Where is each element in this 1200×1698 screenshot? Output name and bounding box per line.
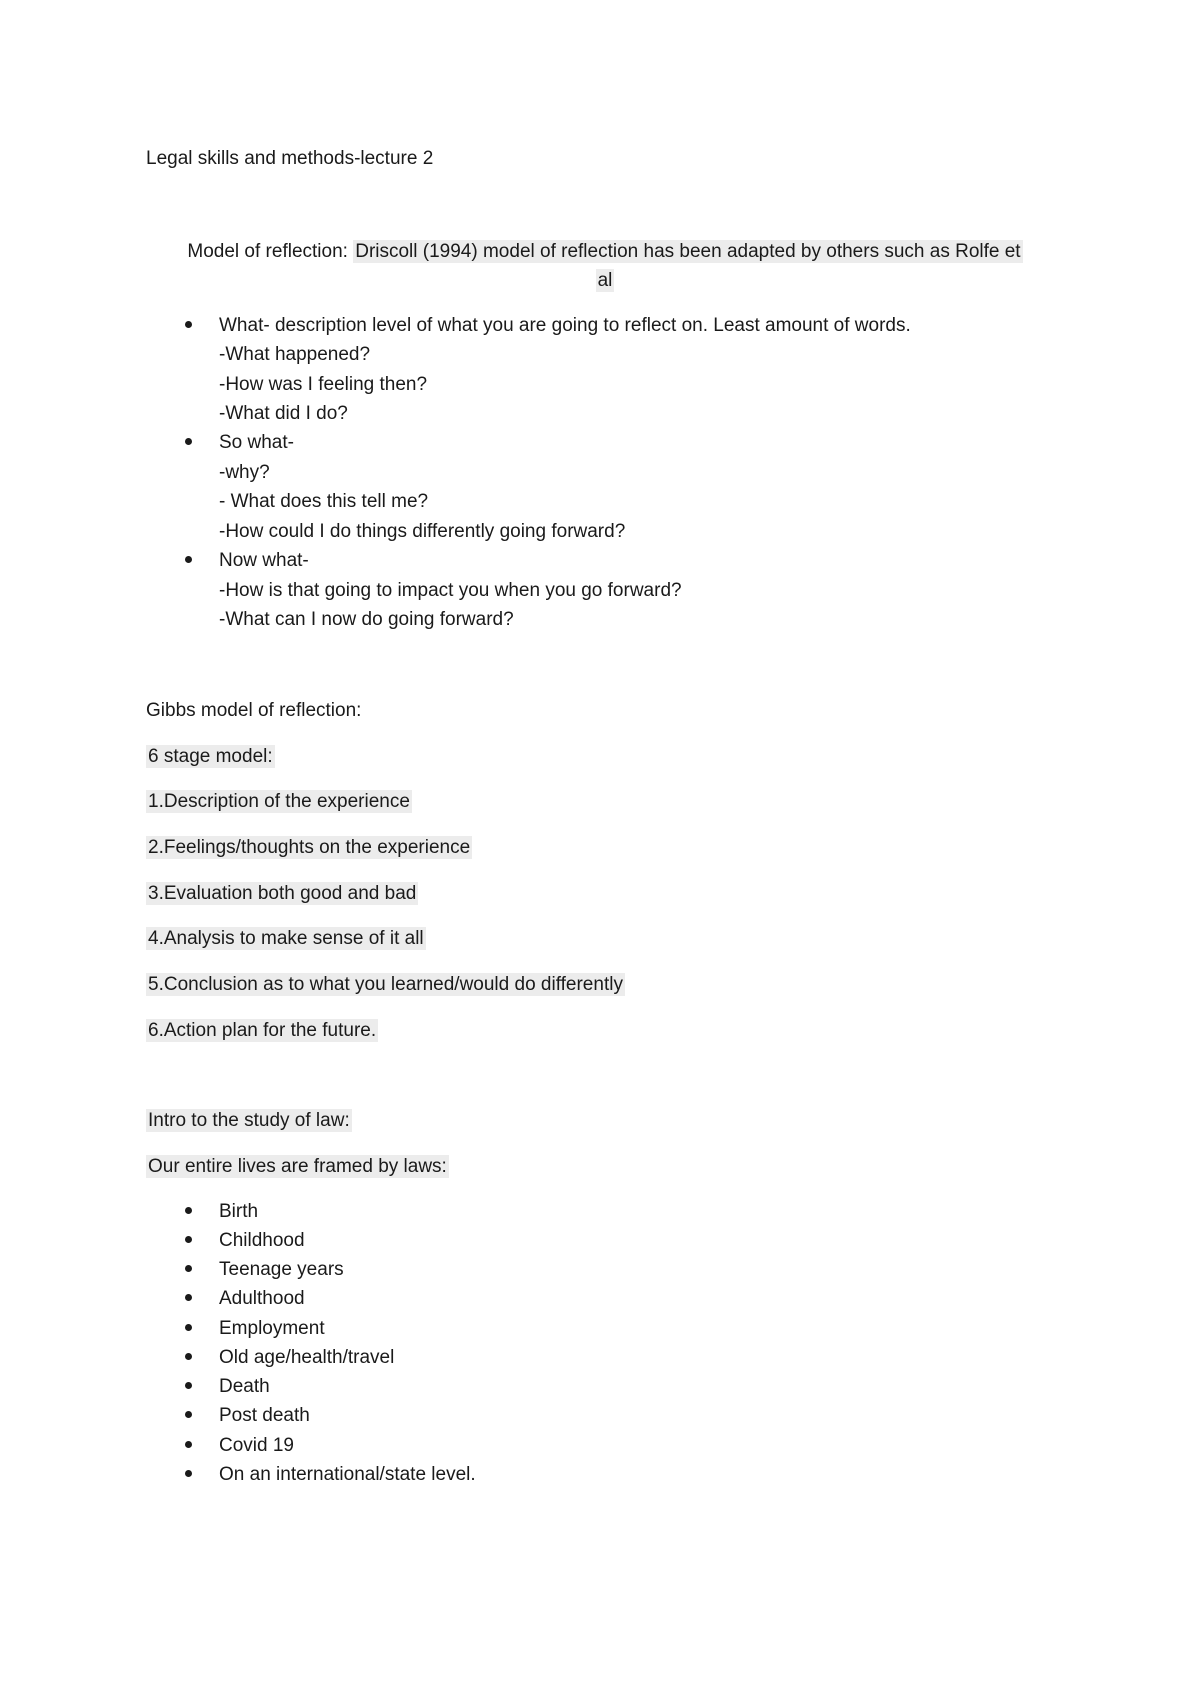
bullet-icon (185, 1382, 192, 1389)
intro-law-heading-text: Intro to the study of law: (148, 1110, 350, 1131)
gibbs-stage (146, 789, 412, 815)
gibbs-stage-text: 5.Conclusion as to what you learned/would do differently (148, 974, 623, 995)
driscoll-intro-text-cont: al (597, 270, 613, 291)
driscoll-now-what-sub: -How is that going to impact you when you go forward? (219, 580, 682, 601)
driscoll-so-what-sub: - What does this tell me? (219, 491, 429, 512)
gibbs-stage-text: 6.Action plan for the future. (148, 1020, 377, 1041)
law-list-item: Death (219, 1376, 270, 1397)
bullet-icon (185, 556, 192, 563)
gibbs-stage-text: 2.Feelings/thoughts on the experience (148, 837, 471, 858)
law-list-item: Birth (219, 1201, 259, 1222)
intro-law-heading (146, 1108, 352, 1134)
gibbs-stage-text: 1.Description of the experience (148, 791, 410, 812)
gibbs-stage (146, 1018, 378, 1044)
driscoll-what-sub: -How was I feeling then? (219, 374, 428, 395)
driscoll-what-sub: -What did I do? (219, 403, 348, 424)
gibbs-stage (146, 926, 426, 952)
driscoll-label: Model of reflection: (187, 241, 354, 262)
driscoll-intro-text: Driscoll (1994) model of reflection has been adapted by others such as Rolfe et (355, 241, 1021, 262)
law-list-item: Teenage years (219, 1259, 344, 1280)
law-list-item: On an international/state level. (219, 1464, 476, 1485)
bullet-icon (185, 1236, 192, 1243)
law-list-item: Childhood (219, 1230, 305, 1251)
bullet-icon (185, 1294, 192, 1301)
driscoll-what-sub: -What happened? (219, 344, 371, 365)
intro-law-subheading-text: Our entire lives are framed by laws: (148, 1156, 447, 1177)
gibbs-stage-heading (146, 744, 275, 770)
bullet-icon (185, 438, 192, 445)
intro-law-subheading (146, 1154, 449, 1180)
gibbs-stage (146, 881, 418, 907)
bullet-icon (185, 1441, 192, 1448)
bullet-icon (185, 1470, 192, 1477)
document-title: Legal skills and methods-lecture 2 (146, 148, 434, 169)
driscoll-so-what-sub: -why? (219, 462, 270, 483)
law-list-item: Post death (219, 1405, 310, 1426)
bullet-icon (185, 321, 192, 328)
driscoll-now-what-sub: -What can I now do going forward? (219, 609, 514, 630)
driscoll-now-what-line: Now what- (219, 550, 309, 571)
bullet-icon (185, 1207, 192, 1214)
law-list-item: Old age/health/travel (219, 1347, 395, 1368)
gibbs-stage-text: 3.Evaluation both good and bad (148, 883, 417, 904)
gibbs-stage-text: 4.Analysis to make sense of it all (148, 928, 424, 949)
gibbs-stage (146, 972, 625, 998)
bullet-icon (185, 1324, 192, 1331)
gibbs-stage (146, 835, 472, 861)
gibbs-heading: Gibbs model of reflection: (146, 700, 362, 721)
bullet-icon (185, 1353, 192, 1360)
driscoll-intro-line2 (140, 268, 1070, 294)
law-list-item: Adulthood (219, 1288, 305, 1309)
driscoll-what-line: What- description level of what you are going to reflect on. Least amount of words. (219, 315, 911, 336)
law-list-item: Covid 19 (219, 1435, 294, 1456)
driscoll-intro-line1 (140, 239, 1070, 265)
driscoll-so-what-line: So what- (219, 432, 294, 453)
bullet-icon (185, 1265, 192, 1272)
gibbs-stage-heading-text: 6 stage model: (148, 746, 273, 767)
driscoll-so-what-sub: -How could I do things differently going forward? (219, 521, 626, 542)
bullet-icon (185, 1411, 192, 1418)
law-list-item: Employment (219, 1318, 325, 1339)
